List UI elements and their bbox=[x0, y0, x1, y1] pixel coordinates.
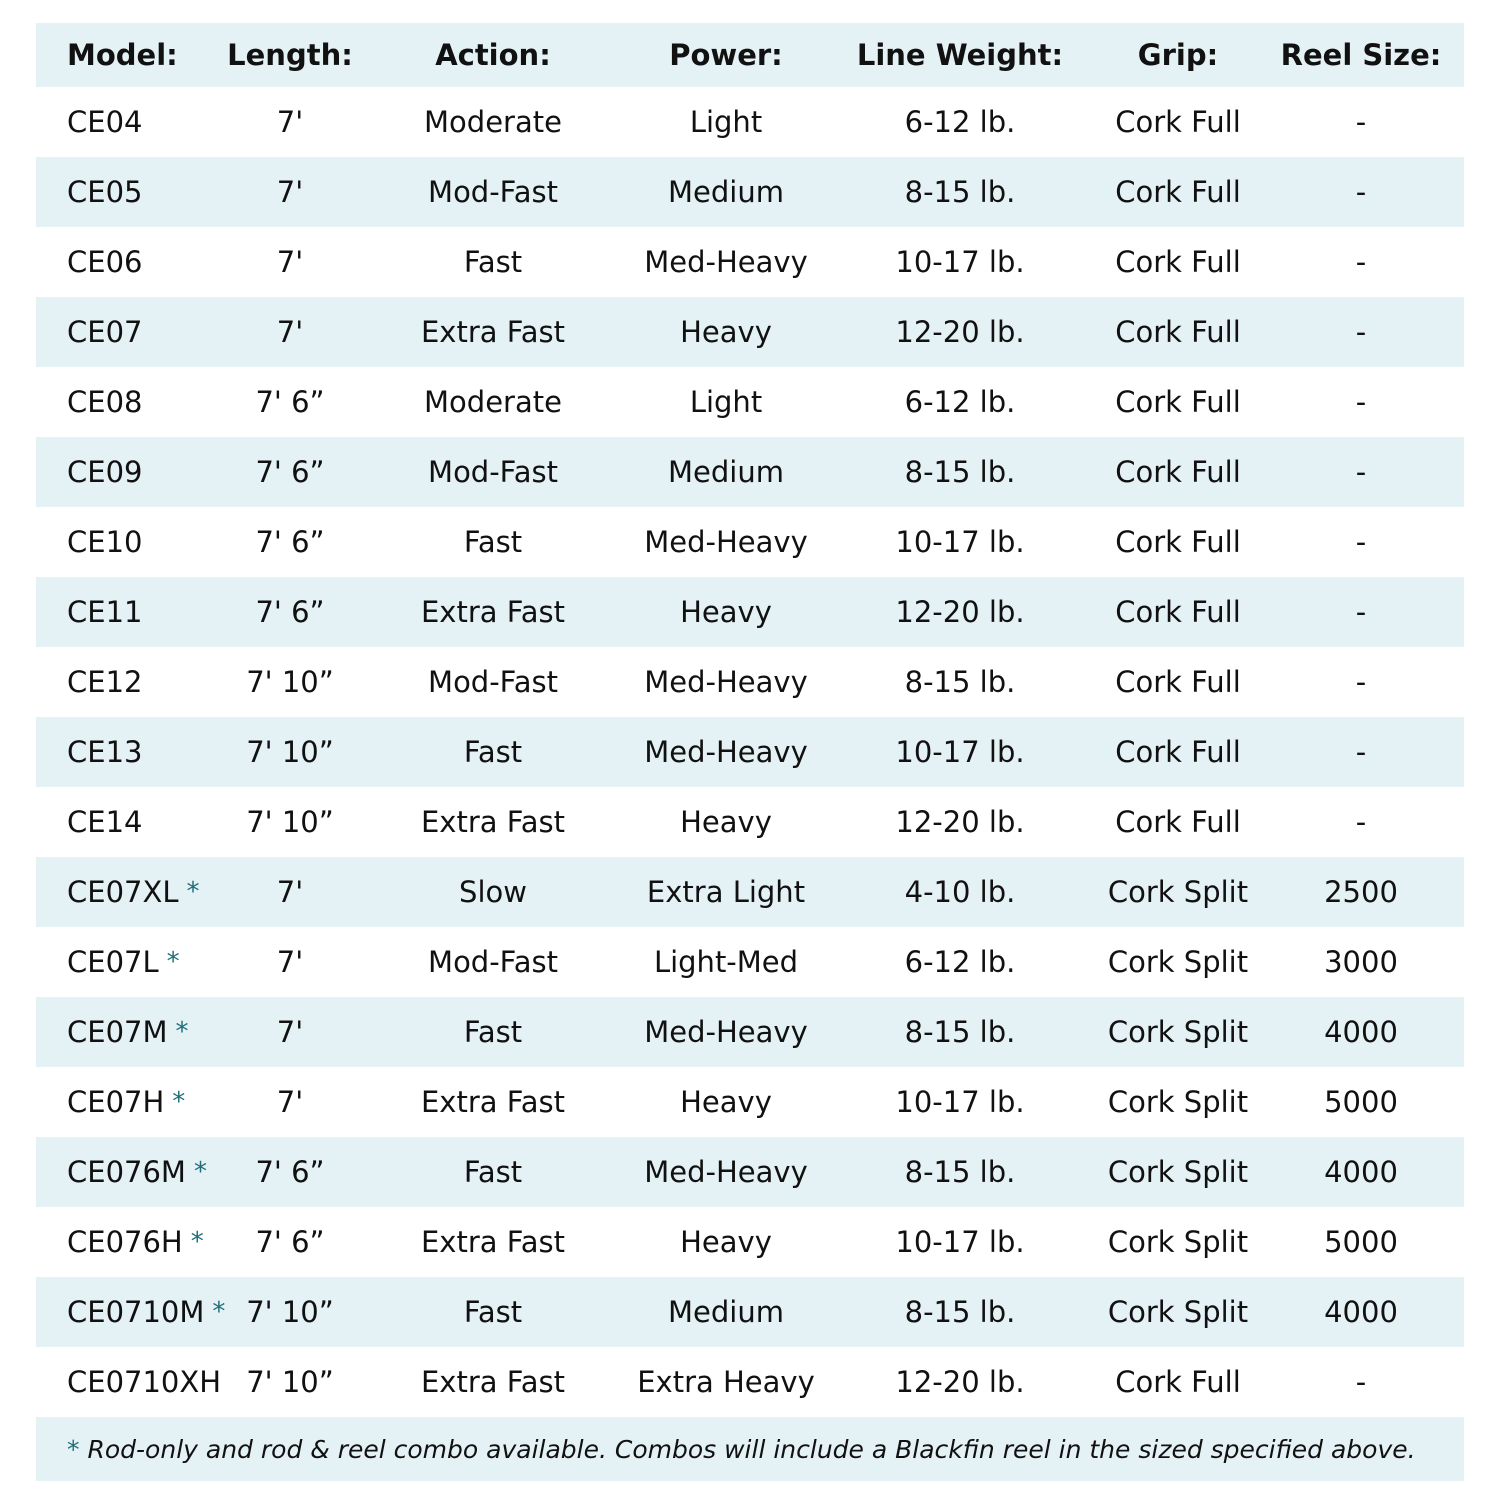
cell-power-text: Extra Light bbox=[646, 875, 806, 909]
cell-grip bbox=[1088, 647, 1268, 717]
combo-asterisk: * bbox=[175, 1017, 189, 1047]
cell-line-weight-text: 8-15 lb. bbox=[904, 1015, 1016, 1049]
cell-length-text: 7' bbox=[276, 1015, 304, 1049]
cell-grip-text: Cork Split bbox=[1107, 1225, 1249, 1259]
cell-grip-text: Cork Full bbox=[1115, 385, 1241, 419]
table-row bbox=[36, 717, 1464, 787]
cell-power-text: Heavy bbox=[680, 1225, 772, 1259]
cell-model-text: CE07H bbox=[67, 1085, 165, 1119]
cell-line-weight-text: 6-12 lb. bbox=[904, 105, 1016, 139]
cell-grip bbox=[1088, 997, 1268, 1067]
table-row bbox=[36, 1347, 1464, 1417]
cell-action-text: Slow bbox=[459, 875, 527, 909]
spec-table bbox=[36, 23, 1464, 1481]
cell-reel-size-text: - bbox=[1355, 385, 1367, 419]
cell-action-text: Fast bbox=[463, 245, 523, 279]
cell-action-text: Fast bbox=[463, 1015, 523, 1049]
cell-model-text: CE05 bbox=[67, 175, 143, 209]
cell-reel-size-text: - bbox=[1355, 1365, 1367, 1399]
footnote-asterisk: * bbox=[67, 1434, 80, 1464]
table-row bbox=[36, 787, 1464, 857]
cell-line-weight-text: 12-20 lb. bbox=[895, 805, 1025, 839]
cell-line-weight bbox=[854, 507, 1066, 577]
cell-power bbox=[626, 1067, 826, 1137]
cell-length-text: 7' 10” bbox=[246, 665, 334, 699]
header-model: Model: bbox=[67, 38, 178, 72]
cell-line-weight bbox=[854, 297, 1066, 367]
header-length: Length: bbox=[227, 38, 353, 72]
cell-power-text: Medium bbox=[668, 1295, 784, 1329]
cell-power-text: Light bbox=[689, 385, 763, 419]
table-row bbox=[36, 1207, 1464, 1277]
cell-length-text: 7' bbox=[276, 175, 304, 209]
cell-power-text: Medium bbox=[668, 175, 784, 209]
cell-reel-size-text: - bbox=[1355, 245, 1367, 279]
cell-action bbox=[392, 1207, 594, 1277]
cell-power bbox=[626, 577, 826, 647]
cell-action bbox=[392, 857, 594, 927]
cell-action-text: Extra Fast bbox=[420, 1365, 566, 1399]
cell-power-text: Med-Heavy bbox=[644, 245, 808, 279]
cell-grip-text: Cork Split bbox=[1107, 1155, 1249, 1189]
footnote-row bbox=[36, 1417, 1464, 1481]
cell-length-text: 7' bbox=[276, 315, 304, 349]
cell-power-text: Heavy bbox=[680, 315, 772, 349]
cell-length-text: 7' 10” bbox=[246, 805, 334, 839]
cell-model-text: CE09 bbox=[67, 455, 143, 489]
footnote-text: Rod-only and rod & reel combo available. Combos will include a Blackfin reel in the sized specified above. bbox=[87, 1434, 1416, 1464]
cell-model-text: CE07 bbox=[67, 315, 143, 349]
cell-line-weight-text: 8-15 lb. bbox=[904, 665, 1016, 699]
cell-line-weight bbox=[854, 647, 1066, 717]
cell-action-text: Mod-Fast bbox=[428, 945, 558, 979]
cell-line-weight bbox=[854, 997, 1066, 1067]
cell-length-text: 7' bbox=[276, 875, 304, 909]
cell-line-weight bbox=[854, 1067, 1066, 1137]
cell-line-weight bbox=[854, 717, 1066, 787]
header-power: Power: bbox=[669, 38, 783, 72]
cell-reel-size bbox=[1266, 787, 1456, 857]
table-row bbox=[36, 87, 1464, 157]
cell-power-text: Heavy bbox=[680, 1085, 772, 1119]
cell-line-weight bbox=[854, 227, 1066, 297]
cell-grip-text: Cork Full bbox=[1115, 735, 1241, 769]
table-header-row bbox=[36, 23, 1464, 87]
cell-line-weight bbox=[854, 857, 1066, 927]
cell-grip bbox=[1088, 1137, 1268, 1207]
cell-grip bbox=[1088, 1067, 1268, 1137]
cell-reel-size-text: - bbox=[1355, 805, 1367, 839]
table-row bbox=[36, 577, 1464, 647]
cell-grip bbox=[1088, 507, 1268, 577]
cell-grip-text: Cork Full bbox=[1115, 525, 1241, 559]
cell-length bbox=[196, 717, 384, 787]
table-row bbox=[36, 507, 1464, 577]
cell-reel-size bbox=[1266, 1137, 1456, 1207]
cell-line-weight bbox=[854, 927, 1066, 997]
header-action: Action: bbox=[435, 38, 551, 72]
cell-reel-size bbox=[1266, 927, 1456, 997]
cell-action bbox=[392, 647, 594, 717]
cell-grip bbox=[1088, 577, 1268, 647]
combo-asterisk: * bbox=[166, 947, 180, 977]
cell-power bbox=[626, 1137, 826, 1207]
table-row bbox=[36, 1137, 1464, 1207]
cell-grip bbox=[1088, 157, 1268, 227]
cell-action bbox=[392, 1277, 594, 1347]
cell-action-text: Extra Fast bbox=[420, 595, 566, 629]
cell-action-text: Moderate bbox=[424, 385, 562, 419]
table-row bbox=[36, 367, 1464, 437]
cell-grip bbox=[1088, 437, 1268, 507]
cell-length bbox=[196, 647, 384, 717]
cell-reel-size bbox=[1266, 157, 1456, 227]
cell-grip bbox=[1088, 1207, 1268, 1277]
cell-reel-size bbox=[1266, 997, 1456, 1067]
cell-length-text: 7' 6” bbox=[255, 1225, 325, 1259]
combo-asterisk: * bbox=[172, 1087, 186, 1117]
cell-power bbox=[626, 507, 826, 577]
combo-asterisk: * bbox=[193, 1157, 207, 1187]
cell-model-text: CE07XL bbox=[67, 875, 179, 909]
cell-length bbox=[196, 1067, 384, 1137]
cell-power-text: Med-Heavy bbox=[644, 1155, 808, 1189]
cell-grip-text: Cork Full bbox=[1115, 1365, 1241, 1399]
cell-grip bbox=[1088, 1277, 1268, 1347]
cell-line-weight-text: 8-15 lb. bbox=[904, 1155, 1016, 1189]
cell-action bbox=[392, 437, 594, 507]
cell-grip-text: Cork Full bbox=[1115, 245, 1241, 279]
table-row bbox=[36, 437, 1464, 507]
cell-reel-size bbox=[1266, 297, 1456, 367]
cell-line-weight bbox=[854, 437, 1066, 507]
cell-length bbox=[196, 1277, 384, 1347]
cell-reel-size bbox=[1266, 1347, 1456, 1417]
cell-power-text: Med-Heavy bbox=[644, 1015, 808, 1049]
cell-action-text: Mod-Fast bbox=[428, 175, 558, 209]
cell-grip bbox=[1088, 927, 1268, 997]
cell-reel-size-text: - bbox=[1355, 665, 1367, 699]
cell-length-text: 7' 6” bbox=[255, 385, 325, 419]
cell-reel-size bbox=[1266, 717, 1456, 787]
cell-model-text: CE12 bbox=[67, 665, 143, 699]
cell-reel-size-text: - bbox=[1355, 735, 1367, 769]
cell-model-text: CE0710XH bbox=[67, 1365, 222, 1399]
cell-action bbox=[392, 577, 594, 647]
cell-length bbox=[196, 787, 384, 857]
cell-action bbox=[392, 297, 594, 367]
cell-reel-size-text: 4000 bbox=[1324, 1155, 1398, 1189]
cell-model-text: CE10 bbox=[67, 525, 143, 559]
cell-length bbox=[196, 507, 384, 577]
cell-grip-text: Cork Full bbox=[1115, 665, 1241, 699]
table-body bbox=[36, 87, 1464, 1417]
cell-line-weight bbox=[854, 367, 1066, 437]
cell-length-text: 7' bbox=[276, 945, 304, 979]
cell-model-text: CE14 bbox=[67, 805, 143, 839]
cell-reel-size-text: - bbox=[1355, 175, 1367, 209]
cell-grip-text: Cork Split bbox=[1107, 945, 1249, 979]
cell-action-text: Extra Fast bbox=[420, 805, 566, 839]
cell-length-text: 7' 6” bbox=[255, 525, 325, 559]
cell-grip bbox=[1088, 297, 1268, 367]
cell-reel-size-text: - bbox=[1355, 455, 1367, 489]
cell-model-text: CE11 bbox=[67, 595, 143, 629]
cell-line-weight-text: 8-15 lb. bbox=[904, 455, 1016, 489]
cell-model-text: CE076M bbox=[67, 1155, 186, 1189]
cell-power bbox=[626, 717, 826, 787]
cell-reel-size-text: 3000 bbox=[1324, 945, 1398, 979]
cell-line-weight bbox=[854, 1347, 1066, 1417]
cell-action bbox=[392, 927, 594, 997]
cell-power bbox=[626, 1277, 826, 1347]
cell-length-text: 7' bbox=[276, 105, 304, 139]
cell-reel-size bbox=[1266, 367, 1456, 437]
cell-reel-size-text: 5000 bbox=[1324, 1085, 1398, 1119]
cell-grip-text: Cork Split bbox=[1107, 875, 1249, 909]
cell-grip-text: Cork Split bbox=[1107, 1015, 1249, 1049]
cell-line-weight bbox=[854, 577, 1066, 647]
cell-power bbox=[626, 647, 826, 717]
cell-line-weight-text: 10-17 lb. bbox=[895, 1085, 1025, 1119]
cell-reel-size bbox=[1266, 437, 1456, 507]
cell-length-text: 7' bbox=[276, 1085, 304, 1119]
cell-grip-text: Cork Full bbox=[1115, 805, 1241, 839]
cell-grip bbox=[1088, 787, 1268, 857]
cell-reel-size-text: 4000 bbox=[1324, 1015, 1398, 1049]
cell-length bbox=[196, 297, 384, 367]
cell-model-text: CE07M bbox=[67, 1015, 168, 1049]
cell-action bbox=[392, 87, 594, 157]
combo-asterisk: * bbox=[212, 1297, 226, 1327]
footnote bbox=[67, 1417, 1416, 1481]
cell-action-text: Extra Fast bbox=[420, 1225, 566, 1259]
cell-line-weight bbox=[854, 1207, 1066, 1277]
cell-grip bbox=[1088, 227, 1268, 297]
cell-line-weight bbox=[854, 1277, 1066, 1347]
cell-power-text: Light bbox=[689, 105, 763, 139]
cell-power-text: Med-Heavy bbox=[644, 735, 808, 769]
cell-line-weight-text: 10-17 lb. bbox=[895, 245, 1025, 279]
cell-length bbox=[196, 927, 384, 997]
cell-length-text: 7' 10” bbox=[246, 1365, 334, 1399]
cell-action bbox=[392, 1067, 594, 1137]
cell-model-text: CE13 bbox=[67, 735, 143, 769]
cell-reel-size-text: - bbox=[1355, 105, 1367, 139]
cell-reel-size-text: 2500 bbox=[1324, 875, 1398, 909]
cell-power-text: Heavy bbox=[680, 805, 772, 839]
cell-action bbox=[392, 717, 594, 787]
cell-model-text: CE04 bbox=[67, 105, 143, 139]
cell-power-text: Med-Heavy bbox=[644, 525, 808, 559]
cell-action-text: Fast bbox=[463, 735, 523, 769]
cell-reel-size-text: - bbox=[1355, 525, 1367, 559]
cell-length-text: 7' 6” bbox=[255, 1155, 325, 1189]
cell-grip bbox=[1088, 717, 1268, 787]
cell-action bbox=[392, 1347, 594, 1417]
table-row bbox=[36, 1277, 1464, 1347]
cell-grip bbox=[1088, 367, 1268, 437]
cell-length bbox=[196, 1347, 384, 1417]
cell-grip-text: Cork Full bbox=[1115, 595, 1241, 629]
cell-line-weight bbox=[854, 787, 1066, 857]
cell-grip bbox=[1088, 857, 1268, 927]
cell-power-text: Light-Med bbox=[653, 945, 799, 979]
cell-grip-text: Cork Full bbox=[1115, 455, 1241, 489]
cell-action bbox=[392, 997, 594, 1067]
table-row bbox=[36, 1067, 1464, 1137]
cell-reel-size-text: - bbox=[1355, 595, 1367, 629]
cell-action bbox=[392, 1137, 594, 1207]
cell-action bbox=[392, 157, 594, 227]
cell-length-text: 7' 10” bbox=[246, 1295, 334, 1329]
cell-power bbox=[626, 87, 826, 157]
table-row bbox=[36, 997, 1464, 1067]
cell-action bbox=[392, 227, 594, 297]
cell-grip-text: Cork Split bbox=[1107, 1295, 1249, 1329]
cell-power bbox=[626, 787, 826, 857]
table-row bbox=[36, 927, 1464, 997]
cell-power bbox=[626, 1347, 826, 1417]
combo-asterisk: * bbox=[190, 1227, 204, 1257]
cell-reel-size bbox=[1266, 1207, 1456, 1277]
cell-length bbox=[196, 367, 384, 437]
cell-action-text: Fast bbox=[463, 1155, 523, 1189]
cell-length-text: 7' 10” bbox=[246, 735, 334, 769]
cell-length bbox=[196, 227, 384, 297]
cell-length bbox=[193, 1137, 384, 1207]
cell-length bbox=[196, 577, 384, 647]
cell-reel-size bbox=[1266, 1277, 1456, 1347]
cell-grip bbox=[1088, 87, 1268, 157]
combo-asterisk: * bbox=[186, 877, 200, 907]
cell-length bbox=[196, 87, 384, 157]
cell-grip-text: Cork Split bbox=[1107, 1085, 1249, 1119]
header-line-weight: Line Weight: bbox=[856, 38, 1064, 72]
cell-power bbox=[626, 367, 826, 437]
table-row bbox=[36, 647, 1464, 717]
cell-action-text: Mod-Fast bbox=[428, 455, 558, 489]
cell-action-text: Moderate bbox=[424, 105, 562, 139]
cell-line-weight-text: 4-10 lb. bbox=[904, 875, 1016, 909]
cell-length bbox=[196, 857, 384, 927]
cell-action bbox=[392, 367, 594, 437]
cell-action bbox=[392, 507, 594, 577]
cell-grip-text: Cork Full bbox=[1115, 105, 1241, 139]
cell-reel-size bbox=[1266, 857, 1456, 927]
table-row bbox=[36, 297, 1464, 367]
cell-length bbox=[196, 157, 384, 227]
cell-reel-size bbox=[1266, 87, 1456, 157]
header-grip: Grip: bbox=[1137, 38, 1219, 72]
header-reel-size: Reel Size: bbox=[1280, 38, 1442, 72]
cell-power bbox=[626, 227, 826, 297]
cell-line-weight-text: 10-17 lb. bbox=[895, 1225, 1025, 1259]
cell-power-text: Medium bbox=[668, 455, 784, 489]
cell-reel-size-text: - bbox=[1355, 315, 1367, 349]
cell-power-text: Extra Heavy bbox=[637, 1365, 815, 1399]
cell-model-text: CE07L bbox=[67, 945, 159, 979]
cell-length-text: 7' 6” bbox=[255, 455, 325, 489]
cell-length-text: 7' 6” bbox=[255, 595, 325, 629]
cell-grip bbox=[1088, 1347, 1268, 1417]
cell-grip-text: Cork Full bbox=[1115, 175, 1241, 209]
cell-line-weight-text: 12-20 lb. bbox=[895, 1365, 1025, 1399]
cell-line-weight-text: 10-17 lb. bbox=[895, 525, 1025, 559]
cell-line-weight-text: 12-20 lb. bbox=[895, 595, 1025, 629]
cell-model-text: CE06 bbox=[67, 245, 143, 279]
cell-power-text: Heavy bbox=[680, 595, 772, 629]
cell-reel-size-text: 4000 bbox=[1324, 1295, 1398, 1329]
cell-line-weight-text: 6-12 lb. bbox=[904, 385, 1016, 419]
cell-reel-size bbox=[1266, 1067, 1456, 1137]
cell-model-text: CE0710M bbox=[67, 1295, 205, 1329]
cell-reel-size bbox=[1266, 507, 1456, 577]
cell-line-weight bbox=[854, 1137, 1066, 1207]
table-row bbox=[36, 227, 1464, 297]
cell-line-weight-text: 8-15 lb. bbox=[904, 175, 1016, 209]
cell-line-weight bbox=[854, 157, 1066, 227]
cell-length bbox=[196, 437, 384, 507]
cell-length bbox=[196, 997, 384, 1067]
cell-power bbox=[626, 157, 826, 227]
cell-action-text: Extra Fast bbox=[420, 1085, 566, 1119]
cell-power bbox=[626, 927, 826, 997]
cell-reel-size bbox=[1266, 577, 1456, 647]
cell-action bbox=[392, 787, 594, 857]
cell-reel-size bbox=[1266, 647, 1456, 717]
cell-action-text: Mod-Fast bbox=[428, 665, 558, 699]
cell-power-text: Med-Heavy bbox=[644, 665, 808, 699]
cell-line-weight bbox=[854, 87, 1066, 157]
cell-reel-size bbox=[1266, 227, 1456, 297]
cell-action-text: Fast bbox=[463, 525, 523, 559]
cell-model-text: CE076H bbox=[67, 1225, 183, 1259]
table-row bbox=[36, 857, 1464, 927]
cell-model-text: CE08 bbox=[67, 385, 143, 419]
cell-action-text: Extra Fast bbox=[420, 315, 566, 349]
cell-line-weight-text: 6-12 lb. bbox=[904, 945, 1016, 979]
cell-power bbox=[626, 997, 826, 1067]
cell-reel-size-text: 5000 bbox=[1324, 1225, 1398, 1259]
cell-length-text: 7' bbox=[276, 245, 304, 279]
table-row bbox=[36, 157, 1464, 227]
cell-line-weight-text: 8-15 lb. bbox=[904, 1295, 1016, 1329]
cell-action-text: Fast bbox=[463, 1295, 523, 1329]
cell-power bbox=[626, 857, 826, 927]
cell-power bbox=[626, 437, 826, 507]
cell-line-weight-text: 12-20 lb. bbox=[895, 315, 1025, 349]
cell-length bbox=[196, 1207, 384, 1277]
cell-line-weight-text: 10-17 lb. bbox=[895, 735, 1025, 769]
cell-power bbox=[626, 1207, 826, 1277]
cell-power bbox=[626, 297, 826, 367]
cell-grip-text: Cork Full bbox=[1115, 315, 1241, 349]
